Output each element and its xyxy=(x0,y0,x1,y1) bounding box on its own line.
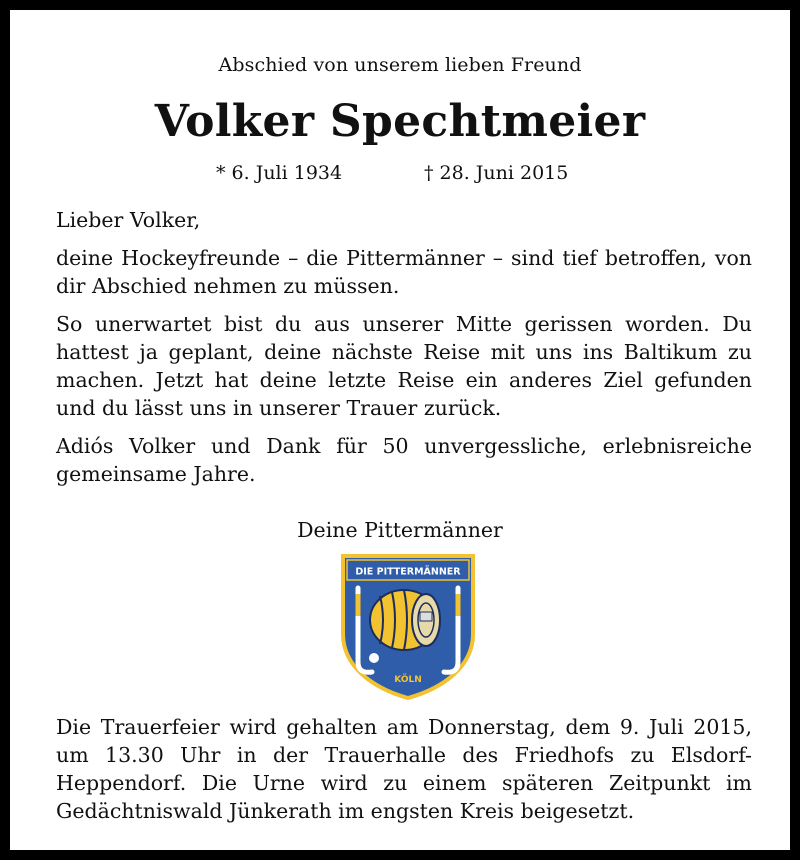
paragraph-3: Adiós Volker und Dank für 50 unvergessliche, erlebnisreiche gemeinsame Jahre. xyxy=(56,434,752,486)
hockey-ball xyxy=(369,653,379,663)
paragraph-1: deine Hockeyfreunde – die Pittermänner – sind tief betroffen, von dir Abschied nehmen zu müssen. xyxy=(56,246,752,298)
message-body xyxy=(56,206,752,498)
deceased-name: Volker Spechtmeier xyxy=(154,96,646,147)
signature: Deine Pittermänner xyxy=(297,518,503,542)
crest-top-text: DIE PITTERMÄNNER xyxy=(355,566,461,578)
club-crest-barrel-hockey-icon xyxy=(340,554,476,700)
barrel-tap xyxy=(420,612,432,621)
intro-line: Abschied von unserem lieben Freund xyxy=(218,54,582,76)
death-date: † 28. Juni 2015 xyxy=(424,162,569,184)
birth-date: * 6. Juli 1934 xyxy=(216,162,343,184)
salutation: Lieber Volker, xyxy=(56,208,201,232)
paragraph-2: So unerwartet bist du aus unserer Mitte gerissen worden. Du hattest ja geplant, deine nächste Reise mit uns ins Baltikum zu machen. Jetzt hat deine letzte Reise ein anderes Ziel gefunden und du lässt uns in unserer Trauer zurück. xyxy=(56,312,752,420)
funeral-info: Die Trauerfeier wird gehalten am Donnerstag, dem 9. Juli 2015, um 13.30 Uhr in der Trauerhalle des Friedhofs zu Elsdorf-Heppendorf. Die Urne wird zu einem späteren Zeitpunkt im Gedächtniswald Jünkerath im engsten Kreis beigesetzt. xyxy=(56,715,752,823)
crest-bottom-text: KÖLN xyxy=(394,675,422,685)
